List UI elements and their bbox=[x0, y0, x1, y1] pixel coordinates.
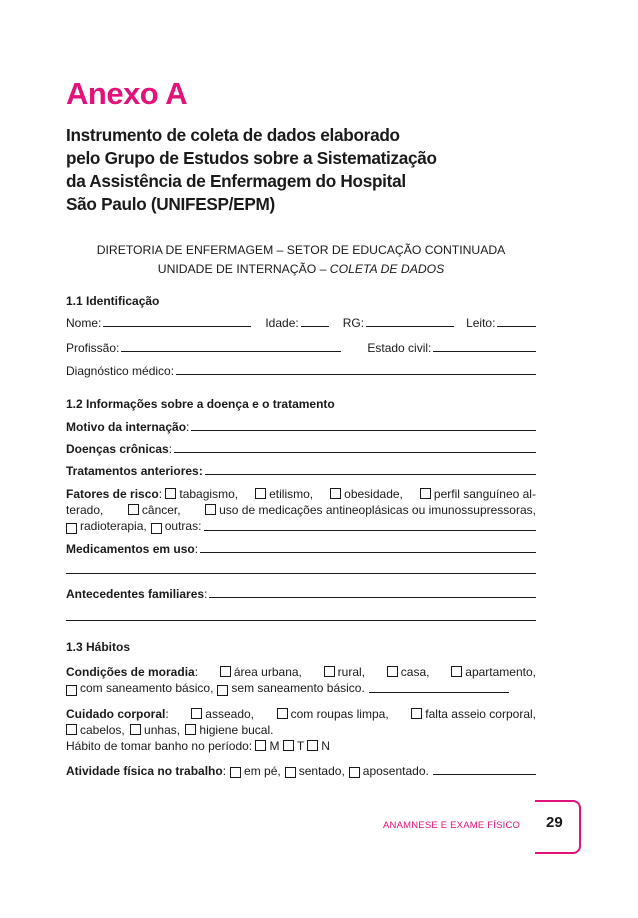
fatores-label: Fatores de risco bbox=[66, 487, 159, 501]
option-label: sentado, bbox=[298, 764, 345, 778]
fatores-line-2 bbox=[66, 502, 536, 518]
identification-row-1 bbox=[66, 316, 536, 330]
checkbox[interactable] bbox=[185, 724, 196, 735]
option-label: uso de medicações antineoplásicas ou imunossupressoras, bbox=[219, 503, 536, 517]
fatores-line-3 bbox=[66, 518, 536, 534]
cuidado-line-2 bbox=[66, 722, 536, 738]
checkbox[interactable] bbox=[165, 488, 176, 499]
option-label: perfil sanguíneo al- bbox=[433, 487, 536, 501]
section-habits-heading: 1.3 Hábitos bbox=[66, 640, 131, 654]
option-label: radioterapia, bbox=[80, 519, 147, 533]
doencas-row: Doenças crônicas : bbox=[66, 442, 536, 456]
option-label: M bbox=[269, 739, 280, 753]
moradia-line-2 bbox=[66, 680, 536, 696]
checkbox[interactable] bbox=[277, 708, 288, 719]
leito-label: Leito: bbox=[466, 316, 496, 330]
atividade-label: Atividade física no trabalho bbox=[66, 764, 223, 778]
department-unit: UNIDADE DE INTERNAÇÃO – bbox=[157, 262, 330, 276]
fatores-line-1: Fatores de risco: tabagismo, etilismo, obesidade, perfil sanguíneo al- bbox=[66, 487, 536, 501]
option-label: câncer, bbox=[141, 503, 181, 517]
identification-row-2 bbox=[66, 341, 536, 355]
option-label: com roupas limpa, bbox=[290, 707, 389, 721]
checkbox[interactable] bbox=[307, 740, 318, 751]
medicamentos-extra-line[interactable] bbox=[66, 573, 536, 574]
profissao-field[interactable] bbox=[121, 351, 341, 352]
option-label: falta asseio corporal, bbox=[425, 707, 536, 721]
checkbox[interactable] bbox=[411, 708, 422, 719]
option-label: cabelos, bbox=[80, 723, 125, 737]
checkbox[interactable] bbox=[387, 666, 398, 677]
department-header bbox=[66, 241, 536, 279]
main-title-line: pelo Grupo de Estudos sobre a Sistematização bbox=[66, 148, 437, 168]
moradia-paragraph bbox=[66, 664, 536, 696]
main-title-line: da Assistência de Enfermagem do Hospital bbox=[66, 171, 406, 191]
atividade-row: Atividade física no trabalho : em pé, sentado, aposentado. bbox=[66, 764, 536, 778]
checkbox[interactable] bbox=[420, 488, 431, 499]
option-label: asseado, bbox=[205, 707, 254, 721]
option-label: N bbox=[321, 739, 330, 753]
diagnostico-label: Diagnóstico médico: bbox=[66, 364, 175, 378]
department-form-name: COLETA DE DADOS bbox=[329, 262, 445, 276]
checkbox[interactable] bbox=[66, 724, 77, 735]
leito-field[interactable] bbox=[497, 326, 536, 327]
option-label: etilismo, bbox=[269, 487, 314, 501]
nome-field[interactable] bbox=[103, 326, 251, 327]
option-label: T bbox=[296, 739, 304, 753]
banho-label: Hábito de tomar banho no período: bbox=[66, 739, 253, 753]
outras-field[interactable] bbox=[204, 530, 536, 531]
checkbox[interactable] bbox=[128, 504, 139, 515]
doencas-label: Doenças crônicas bbox=[66, 442, 169, 456]
option-label: higiene bucal. bbox=[199, 723, 274, 737]
checkbox[interactable] bbox=[66, 685, 77, 696]
option-label: unhas, bbox=[144, 723, 181, 737]
option-label: sem saneamento básico. bbox=[231, 681, 365, 695]
idade-field[interactable] bbox=[301, 326, 329, 327]
checkbox[interactable] bbox=[330, 488, 341, 499]
profissao-label: Profissão: bbox=[66, 341, 120, 355]
motivo-field[interactable] bbox=[191, 430, 536, 431]
estado-civil-field[interactable] bbox=[433, 351, 536, 352]
diagnostico-field[interactable] bbox=[176, 374, 536, 375]
motivo-label: Motivo da internação bbox=[66, 420, 187, 434]
cuidado-paragraph bbox=[66, 706, 536, 754]
atividade-notes-field[interactable] bbox=[433, 774, 536, 775]
option-label: outras: bbox=[164, 519, 202, 533]
checkbox[interactable] bbox=[255, 740, 266, 751]
checkbox[interactable] bbox=[191, 708, 202, 719]
moradia-notes-field[interactable] bbox=[369, 692, 509, 693]
checkbox[interactable] bbox=[349, 767, 360, 778]
checkbox[interactable] bbox=[220, 666, 231, 677]
checkbox[interactable] bbox=[283, 740, 294, 751]
option-label: área urbana, bbox=[233, 665, 302, 679]
option-label: com saneamento básico, bbox=[80, 681, 214, 695]
option-label: aposentado. bbox=[362, 764, 429, 778]
checkbox[interactable] bbox=[66, 523, 77, 534]
checkbox[interactable] bbox=[130, 724, 141, 735]
tratamentos-row bbox=[66, 464, 536, 478]
medicamentos-label: Medicamentos em uso bbox=[66, 542, 195, 556]
moradia-label: Condições de moradia bbox=[66, 665, 195, 679]
rg-label: RG: bbox=[342, 316, 365, 330]
identification-row-3 bbox=[66, 364, 536, 378]
option-label: terado, bbox=[66, 503, 104, 517]
banho-line bbox=[66, 738, 536, 754]
tratamentos-field[interactable] bbox=[205, 474, 536, 475]
doencas-field[interactable] bbox=[174, 452, 536, 453]
option-label: rural, bbox=[337, 665, 366, 679]
department-line-2 bbox=[66, 260, 536, 279]
checkbox[interactable] bbox=[230, 767, 241, 778]
checkbox[interactable] bbox=[324, 666, 335, 677]
option-label: em pé, bbox=[244, 764, 281, 778]
annex-title: Anexo A bbox=[66, 76, 188, 111]
option-label: apartamento, bbox=[465, 665, 536, 679]
idade-label: Idade: bbox=[265, 316, 299, 330]
medicamentos-row: Medicamentos em uso : bbox=[66, 542, 536, 556]
main-title-line: Instrumento de coleta de dados elaborado bbox=[66, 125, 400, 145]
motivo-row: Motivo da internação : bbox=[66, 420, 536, 434]
department-line-1: DIRETORIA DE ENFERMAGEM – SETOR DE EDUCAÇÃO CONTINUADA bbox=[96, 243, 506, 257]
checkbox[interactable] bbox=[217, 685, 228, 696]
checkbox[interactable] bbox=[255, 488, 266, 499]
antecedentes-row: Antecedentes familiares : bbox=[66, 587, 536, 601]
section-disease-heading: 1.2 Informações sobre a doença e o tratamento bbox=[66, 397, 335, 411]
checkbox[interactable] bbox=[205, 504, 216, 515]
main-title-line: São Paulo (UNIFESP/EPM) bbox=[66, 194, 275, 214]
antecedentes-extra-line[interactable] bbox=[66, 620, 536, 621]
option-label: obesidade, bbox=[344, 487, 403, 501]
tratamentos-label: Tratamentos anteriores: bbox=[66, 464, 203, 478]
checkbox[interactable] bbox=[451, 666, 462, 677]
estado-civil-label: Estado civil: bbox=[367, 341, 432, 355]
section-identification-heading: 1.1 Identificação bbox=[66, 294, 160, 308]
checkbox[interactable] bbox=[151, 523, 162, 534]
page-number: 29 bbox=[546, 814, 563, 831]
antecedentes-field[interactable] bbox=[209, 597, 536, 598]
main-title bbox=[66, 124, 536, 216]
medicamentos-field[interactable] bbox=[200, 552, 536, 553]
fatores-paragraph bbox=[66, 486, 536, 534]
rg-field[interactable] bbox=[366, 326, 454, 327]
running-footer-title: ANAMNESE E EXAME FÍSICO bbox=[383, 820, 521, 831]
option-label: casa, bbox=[400, 665, 430, 679]
antecedentes-label: Antecedentes familiares bbox=[66, 587, 205, 601]
cuidado-label: Cuidado corporal bbox=[66, 707, 166, 721]
checkbox[interactable] bbox=[285, 767, 296, 778]
moradia-line-1: Condições de moradia: área urbana, rural, casa, apartamento, bbox=[66, 665, 536, 679]
nome-label: Nome: bbox=[66, 316, 102, 330]
cuidado-line-1: Cuidado corporal: asseado, com roupas limpa, falta asseio corporal, bbox=[66, 707, 536, 721]
option-label: tabagismo, bbox=[179, 487, 239, 501]
